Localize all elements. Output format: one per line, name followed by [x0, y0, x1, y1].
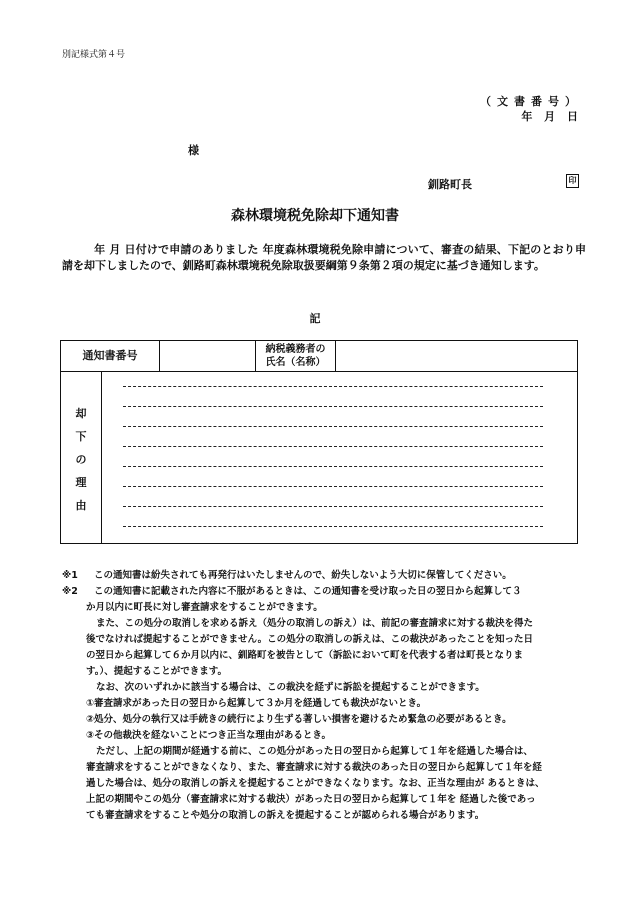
taxpayer-label-line1: 納税義務者の [265, 344, 326, 355]
reason-char: 理 [75, 476, 87, 489]
exception-paragraph: なお、次のいずれかに該当する場合は、この裁決を経ずに訴訟を提起することができます。 [96, 682, 485, 693]
issue-date: 年 月 日 [521, 110, 582, 123]
notice-number-label: 通知書番号 [61, 341, 160, 371]
exception-item-3: ③その他裁決を経ないことにつき正当な理由があるとき。 [86, 730, 331, 741]
document-title: 森林環境税免除却下通知書 [231, 208, 399, 224]
appeal-paragraph: 後でなければ提起することができません。この処分の取消しの訴えは、この裁決があったことを知った日 [86, 634, 533, 645]
note-2-mark: ※2 [62, 586, 78, 597]
reason-line [123, 466, 543, 467]
intro-paragraph [62, 242, 586, 274]
deadline-paragraph: 審査請求をすることができなくなり、また、審査請求に対する裁決のあった日の翌日から起算して１年を経 [86, 762, 542, 773]
reason-line [123, 406, 543, 407]
deadline-paragraph: 過した場合は、処分の取消しの訴えを提起することができなくなります。なお、正当な理由が あるときは、 [86, 778, 545, 789]
exception-item-2: ②処分、処分の執行又は手続きの続行により生ずる著しい損害を避けるため緊急の必要があるとき。 [86, 714, 512, 725]
taxpayer-label-line2: 氏名（名称） [265, 357, 326, 368]
reason-char: 却 [75, 407, 87, 420]
appeal-paragraph: また、この処分の取消しを求める訴え（処分の取消しの訴え）は、前記の審査請求に対する裁決を得た [96, 618, 534, 629]
reason-line [123, 386, 543, 387]
rejection-table [60, 340, 578, 544]
table-header-row [61, 341, 577, 372]
deadline-paragraph: 上記の期間やこの処分（審査請求に対する裁決）があった日の翌日から起算して１年を 経過した後であっ [86, 794, 536, 805]
document-number: （文書番号） [480, 95, 582, 108]
appeal-paragraph: の翌日から起算して６か月以内に、釧路町を被告として（訴訟において町を代表する者は町長となりま [86, 650, 524, 661]
recipient-suffix: 様 [188, 144, 199, 157]
reason-char: 下 [75, 430, 87, 443]
deadline-paragraph: ただし、上記の期間が経過する前に、この処分があった日の翌日から起算して１年を経過した場合は、 [96, 746, 533, 757]
reason-line [123, 506, 543, 507]
seal-stamp: 印 [566, 174, 579, 188]
note-1 [62, 568, 590, 584]
deadline-paragraph: ても審査請求をすることや処分の取消しの訴えを提起することが認められる場合があります。 [86, 810, 485, 821]
note-2-cont: か月以内に町長に対し審査請求をすることができます。 [86, 602, 323, 613]
note-1-text: この通知書は紛失されても再発行はいたしませんので、紛失しないよう大切に保管してください。 [94, 570, 512, 581]
reason-char: の [75, 453, 87, 466]
note-2 [62, 584, 590, 600]
reason-line [123, 526, 543, 527]
taxpayer-label [256, 341, 336, 371]
note-1-mark: ※1 [62, 570, 78, 581]
reason-line [123, 486, 543, 487]
reason-label-column [61, 371, 102, 543]
reason-char: 由 [75, 499, 87, 512]
ki-heading: 記 [309, 312, 321, 325]
reason-line [123, 446, 543, 447]
notes-section [62, 568, 590, 824]
intro-text: 年 月 日付けで申請のありました 年度森林環境税免除申請について、審査の結果、下記のとおり申請を却下しましたので、釧路町森林環境税免除取扱要綱第９条第２項の規定に基づき通知します。 [62, 243, 586, 272]
note-2-text: この通知書に記載された内容に不服があるときは、この通知書を受け取った日の翌日から起算して３ [94, 586, 522, 597]
notice-number-value [160, 341, 256, 371]
issuer-name: 釧路町長 [428, 178, 472, 191]
reason-line [123, 426, 543, 427]
appeal-paragraph: す。）、提起することができます。 [86, 666, 227, 677]
form-id: 別記様式第４号 [62, 50, 126, 60]
exception-item-1: ①審査請求があった日の翌日から起算して３か月を経過しても裁決がないとき。 [86, 698, 427, 709]
